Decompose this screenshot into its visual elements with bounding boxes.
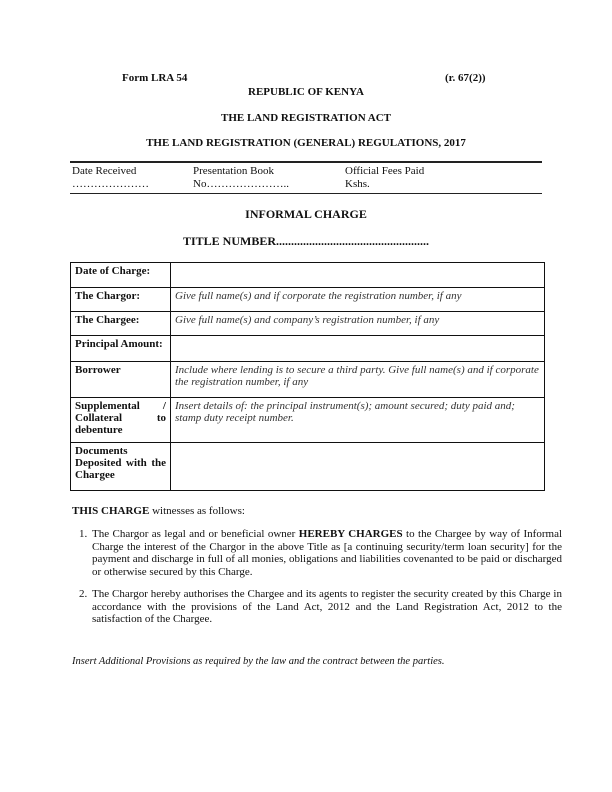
- witness-bold: THIS CHARGE: [72, 505, 150, 517]
- republic-heading: REPUBLIC OF KENYA: [248, 86, 364, 98]
- row-label: Documents Deposited with the Chargee: [71, 443, 171, 491]
- document-title: INFORMAL CHARGE: [245, 207, 367, 221]
- row-value: Give full name(s) and company’s registration number, if any: [171, 312, 545, 336]
- regulation-reference: (r. 67(2)): [445, 72, 486, 84]
- table-row: [71, 336, 545, 362]
- row-value: Insert details of: the principal instrument(s); amount secured; duty paid and; stamp duty receipt number.: [171, 398, 545, 443]
- clauses-list: [70, 528, 562, 636]
- presentation-book-field: [193, 165, 289, 191]
- table-row: [71, 362, 545, 398]
- date-received-label: Date Received: [72, 165, 137, 177]
- row-label: Principal Amount:: [71, 336, 171, 362]
- date-received-value: …………………: [72, 178, 149, 190]
- act-heading: THE LAND REGISTRATION ACT: [220, 112, 392, 124]
- row-label: Date of Charge:: [71, 263, 171, 288]
- table-row: [71, 288, 545, 312]
- clause-text: to the Chargee by way of Informal Charge the interest of the Chargor in the above Title as [a continuing security/term loan security] for the payment and discharge in full of all monies, obligations and liabilities covenanted to be paid or discharged or otherwise secured by this Charge.: [92, 528, 563, 578]
- row-label: Supplemental / Collateral to debenture: [71, 398, 171, 443]
- clause-bold: HEREBY CHARGES: [298, 528, 403, 540]
- row-value: [171, 336, 545, 362]
- date-received-field: [72, 165, 149, 191]
- table-row: [71, 312, 545, 336]
- row-value: [171, 443, 545, 491]
- row-label: Borrower: [71, 362, 171, 398]
- row-value: Include where lending is to secure a third party. Give full name(s) and if corporate the registration number, if any: [171, 362, 545, 398]
- clause-2: [90, 588, 562, 626]
- row-value: [171, 263, 545, 288]
- divider-top: [70, 161, 542, 163]
- clause-text: The Chargor hereby authorises the Chargee and its agents to register the security created by this Charge in accordance with the provisions of the Land Act, 2012 and the Land Registration Act, 2012 to the satisfaction of the Chargee.: [92, 588, 562, 625]
- table-row: [71, 263, 545, 288]
- clause-1: [90, 528, 562, 578]
- clause-text: The Chargor as legal and or beneficial owner: [92, 528, 299, 540]
- additional-provisions-note: Insert Additional Provisions as required by the law and the contract between the parties.: [72, 656, 445, 667]
- charge-details-table: [70, 262, 545, 491]
- witness-statement: [72, 505, 245, 517]
- divider-bottom: [70, 193, 542, 194]
- presentation-book-label: Presentation Book: [193, 165, 274, 177]
- witness-rest: witnesses as follows:: [149, 505, 245, 517]
- table-row: [71, 443, 545, 491]
- presentation-book-value: No…………………..: [193, 178, 289, 190]
- row-label: The Chargee:: [71, 312, 171, 336]
- official-fees-value: Kshs.: [345, 178, 370, 190]
- row-label: The Chargor:: [71, 288, 171, 312]
- title-number: TITLE NUMBER...................................................: [182, 234, 430, 248]
- official-fees-field: [345, 165, 424, 191]
- official-fees-label: Official Fees Paid: [345, 165, 425, 177]
- table-row: [71, 398, 545, 443]
- regulations-heading: THE LAND REGISTRATION (GENERAL) REGULATIONS, 2017: [146, 137, 466, 149]
- form-number: Form LRA 54: [122, 72, 188, 84]
- row-value: Give full name(s) and if corporate the registration number, if any: [171, 288, 545, 312]
